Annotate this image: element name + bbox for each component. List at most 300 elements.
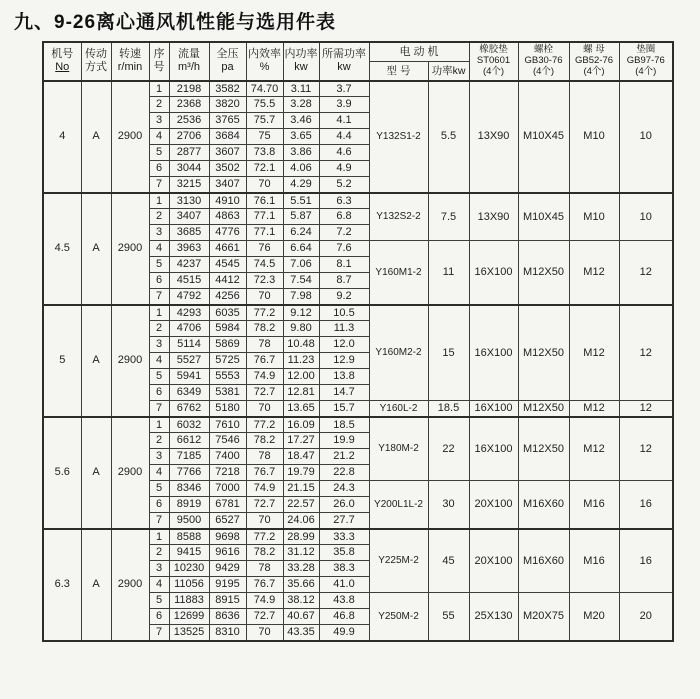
header-text: 内效率 — [248, 48, 281, 61]
bolt-cell: M12X50 — [518, 241, 569, 305]
flow-cell: 3963 — [169, 241, 209, 257]
internal-power-cell: 5.51 — [283, 193, 319, 209]
pressure-cell: 8636 — [209, 609, 246, 625]
col-header-washer — [619, 42, 673, 81]
pressure-cell: 4661 — [209, 241, 246, 257]
required-power-cell: 21.2 — [319, 449, 369, 465]
required-power-cell: 12.0 — [319, 337, 369, 353]
internal-power-cell: 4.06 — [283, 161, 319, 177]
flow-cell: 9415 — [169, 545, 209, 561]
efficiency-cell: 78.2 — [246, 433, 283, 449]
rubber-pad-cell: 16X100 — [469, 401, 518, 417]
motor-model-cell: Y200L1L-2 — [369, 481, 428, 529]
header-text: r/min — [117, 61, 143, 74]
motor-model-cell: Y180M-2 — [369, 417, 428, 481]
col-header-speed — [111, 42, 149, 81]
required-power-cell: 13.8 — [319, 369, 369, 385]
seq-cell: 3 — [149, 561, 169, 577]
internal-power-cell: 17.27 — [283, 433, 319, 449]
pressure-cell: 5381 — [209, 385, 246, 401]
rubber-pad-cell: 13X90 — [469, 193, 518, 241]
col-header-drive — [81, 42, 111, 81]
table-row — [43, 193, 673, 209]
efficiency-cell: 75.7 — [246, 113, 283, 129]
internal-power-cell: 16.09 — [283, 417, 319, 433]
header-text: 内功率 — [284, 48, 318, 61]
col-header-flow — [169, 42, 209, 81]
header-text: 传动 — [85, 48, 107, 61]
header-text: 号 — [153, 61, 165, 74]
flow-cell: 2368 — [169, 97, 209, 113]
pressure-cell: 9195 — [209, 577, 246, 593]
nut-cell: M20 — [569, 593, 619, 641]
rubber-pad-cell: 16X100 — [469, 241, 518, 305]
motor-power-cell: 18.5 — [428, 401, 469, 417]
required-power-cell: 19.9 — [319, 433, 369, 449]
flow-cell: 11056 — [169, 577, 209, 593]
required-power-cell: 15.7 — [319, 401, 369, 417]
pressure-cell: 6035 — [209, 305, 246, 321]
flow-cell: 4792 — [169, 289, 209, 305]
internal-power-cell: 43.35 — [283, 625, 319, 641]
nut-cell: M10 — [569, 81, 619, 193]
flow-cell: 2198 — [169, 81, 209, 97]
motor-power-cell: 11 — [428, 241, 469, 305]
washer-cell: 10 — [619, 193, 673, 241]
pressure-cell: 6527 — [209, 513, 246, 529]
required-power-cell: 35.8 — [319, 545, 369, 561]
flow-cell: 8919 — [169, 497, 209, 513]
pressure-cell: 5869 — [209, 337, 246, 353]
nut-cell: M12 — [569, 401, 619, 417]
pressure-cell: 3502 — [209, 161, 246, 177]
flow-cell: 11883 — [169, 593, 209, 609]
seq-cell: 6 — [149, 609, 169, 625]
seq-cell: 3 — [149, 337, 169, 353]
efficiency-cell: 76 — [246, 241, 283, 257]
rubber-pad-cell: 25X130 — [469, 593, 518, 641]
flow-cell: 4706 — [169, 321, 209, 337]
internal-power-cell: 12.81 — [283, 385, 319, 401]
header-text: 机号 — [51, 48, 74, 61]
flow-cell: 5527 — [169, 353, 209, 369]
internal-power-cell: 3.11 — [283, 81, 319, 97]
pressure-cell: 3582 — [209, 81, 246, 97]
seq-cell: 6 — [149, 385, 169, 401]
pressure-cell: 8915 — [209, 593, 246, 609]
washer-cell: 12 — [619, 305, 673, 401]
drive-mode-cell: A — [81, 81, 111, 193]
seq-cell: 5 — [149, 593, 169, 609]
internal-power-cell: 5.87 — [283, 209, 319, 225]
internal-power-cell: 3.65 — [283, 129, 319, 145]
motor-model-cell: Y132S1-2 — [369, 81, 428, 193]
internal-power-cell: 3.86 — [283, 145, 319, 161]
seq-cell: 1 — [149, 81, 169, 97]
col-header-efficiency — [246, 42, 283, 81]
seq-cell: 7 — [149, 513, 169, 529]
table-row — [43, 305, 673, 321]
internal-power-cell: 9.12 — [283, 305, 319, 321]
pressure-cell: 3607 — [209, 145, 246, 161]
nut-cell: M16 — [569, 529, 619, 593]
seq-cell: 6 — [149, 497, 169, 513]
internal-power-cell: 13.65 — [283, 401, 319, 417]
flow-cell: 6612 — [169, 433, 209, 449]
pressure-cell: 9429 — [209, 561, 246, 577]
header-text: 螺 母 — [583, 44, 605, 55]
required-power-cell: 11.3 — [319, 321, 369, 337]
flow-cell: 13525 — [169, 625, 209, 641]
efficiency-cell: 72.1 — [246, 161, 283, 177]
flow-cell: 3044 — [169, 161, 209, 177]
seq-cell: 2 — [149, 97, 169, 113]
pressure-cell: 4863 — [209, 209, 246, 225]
efficiency-cell: 74.5 — [246, 257, 283, 273]
seq-cell: 3 — [149, 225, 169, 241]
required-power-cell: 24.3 — [319, 481, 369, 497]
rubber-pad-cell: 20X100 — [469, 481, 518, 529]
flow-cell: 4237 — [169, 257, 209, 273]
seq-cell: 4 — [149, 241, 169, 257]
seq-cell: 6 — [149, 161, 169, 177]
motor-model-cell: Y132S2-2 — [369, 193, 428, 241]
table-row — [43, 529, 673, 545]
efficiency-cell: 70 — [246, 625, 283, 641]
pressure-cell: 7610 — [209, 417, 246, 433]
pressure-cell: 9698 — [209, 529, 246, 545]
pressure-cell: 7546 — [209, 433, 246, 449]
flow-cell: 7766 — [169, 465, 209, 481]
washer-cell: 12 — [619, 401, 673, 417]
required-power-cell: 12.9 — [319, 353, 369, 369]
flow-cell: 2536 — [169, 113, 209, 129]
col-header-motor-model: 型 号 — [369, 62, 428, 81]
pressure-cell: 5984 — [209, 321, 246, 337]
table-body — [43, 81, 673, 641]
flow-cell: 5114 — [169, 337, 209, 353]
flow-cell: 3685 — [169, 225, 209, 241]
header-text: (4个) — [532, 65, 555, 77]
pressure-cell: 3765 — [209, 113, 246, 129]
efficiency-cell: 77.2 — [246, 529, 283, 545]
efficiency-cell: 78 — [246, 337, 283, 353]
seq-cell: 7 — [149, 625, 169, 641]
drive-mode-cell: A — [81, 529, 111, 641]
rubber-pad-cell: 16X100 — [469, 305, 518, 401]
seq-cell: 2 — [149, 433, 169, 449]
internal-power-cell: 22.57 — [283, 497, 319, 513]
efficiency-cell: 77.2 — [246, 305, 283, 321]
bolt-cell: M20X75 — [518, 593, 569, 641]
efficiency-cell: 78.2 — [246, 545, 283, 561]
internal-power-cell: 7.06 — [283, 257, 319, 273]
pressure-cell: 7218 — [209, 465, 246, 481]
machine-no-cell: 5.6 — [43, 417, 81, 529]
header-text: 全压 — [216, 48, 239, 61]
seq-cell: 7 — [149, 401, 169, 417]
efficiency-cell: 70 — [246, 401, 283, 417]
col-header-required-power — [319, 42, 369, 81]
rubber-pad-cell: 20X100 — [469, 529, 518, 593]
flow-cell: 2877 — [169, 145, 209, 161]
efficiency-cell: 73.8 — [246, 145, 283, 161]
seq-cell: 4 — [149, 577, 169, 593]
pressure-cell: 3684 — [209, 129, 246, 145]
header-text: % — [259, 61, 270, 74]
flow-cell: 6762 — [169, 401, 209, 417]
flow-cell: 8588 — [169, 529, 209, 545]
required-power-cell: 7.2 — [319, 225, 369, 241]
flow-cell: 6349 — [169, 385, 209, 401]
pressure-cell: 5725 — [209, 353, 246, 369]
rubber-pad-cell: 13X90 — [469, 81, 518, 193]
required-power-cell: 43.8 — [319, 593, 369, 609]
bolt-cell: M16X60 — [518, 529, 569, 593]
internal-power-cell: 24.06 — [283, 513, 319, 529]
seq-cell: 5 — [149, 145, 169, 161]
motor-power-cell: 30 — [428, 481, 469, 529]
seq-cell: 5 — [149, 369, 169, 385]
pressure-cell: 4910 — [209, 193, 246, 209]
pressure-cell: 5553 — [209, 369, 246, 385]
seq-cell: 1 — [149, 305, 169, 321]
speed-cell: 2900 — [111, 417, 149, 529]
machine-no-cell: 5 — [43, 305, 81, 417]
header-text: (4个) — [482, 65, 505, 77]
nut-cell: M16 — [569, 481, 619, 529]
header-text: No — [55, 61, 70, 74]
internal-power-cell: 9.80 — [283, 321, 319, 337]
pressure-cell: 3820 — [209, 97, 246, 113]
rubber-pad-cell: 16X100 — [469, 417, 518, 481]
flow-cell: 9500 — [169, 513, 209, 529]
seq-cell: 4 — [149, 465, 169, 481]
internal-power-cell: 38.12 — [283, 593, 319, 609]
pressure-cell: 4412 — [209, 273, 246, 289]
efficiency-cell: 76.7 — [246, 353, 283, 369]
motor-model-cell: Y225M-2 — [369, 529, 428, 593]
flow-cell: 2706 — [169, 129, 209, 145]
motor-model-cell: Y250M-2 — [369, 593, 428, 641]
washer-cell: 12 — [619, 417, 673, 481]
required-power-cell: 26.0 — [319, 497, 369, 513]
seq-cell: 4 — [149, 129, 169, 145]
nut-cell: M12 — [569, 241, 619, 305]
required-power-cell: 38.3 — [319, 561, 369, 577]
pressure-cell: 4256 — [209, 289, 246, 305]
efficiency-cell: 76.1 — [246, 193, 283, 209]
required-power-cell: 33.3 — [319, 529, 369, 545]
drive-mode-cell: A — [81, 417, 111, 529]
required-power-cell: 7.6 — [319, 241, 369, 257]
col-header-rubber-pad — [469, 42, 518, 81]
required-power-cell: 4.6 — [319, 145, 369, 161]
efficiency-cell: 75 — [246, 129, 283, 145]
flow-cell: 3215 — [169, 177, 209, 193]
speed-cell: 2900 — [111, 81, 149, 193]
bolt-cell: M12X50 — [518, 417, 569, 481]
bolt-cell: M10X45 — [518, 193, 569, 241]
efficiency-cell: 78.2 — [246, 321, 283, 337]
efficiency-cell: 74.70 — [246, 81, 283, 97]
header-text: 方式 — [85, 61, 107, 74]
internal-power-cell: 33.28 — [283, 561, 319, 577]
required-power-cell: 3.9 — [319, 97, 369, 113]
required-power-cell: 27.7 — [319, 513, 369, 529]
efficiency-cell: 77.1 — [246, 209, 283, 225]
header-text: m³/h — [178, 61, 200, 74]
machine-no-cell: 4 — [43, 81, 81, 193]
efficiency-cell: 77.2 — [246, 417, 283, 433]
nut-cell: M12 — [569, 417, 619, 481]
motor-power-cell: 55 — [428, 593, 469, 641]
internal-power-cell: 3.28 — [283, 97, 319, 113]
bolt-cell: M12X50 — [518, 305, 569, 401]
col-header-nut — [569, 42, 619, 81]
required-power-cell: 4.1 — [319, 113, 369, 129]
motor-model-cell: Y160L-2 — [369, 401, 428, 417]
pressure-cell: 5180 — [209, 401, 246, 417]
required-power-cell: 49.9 — [319, 625, 369, 641]
flow-cell: 4515 — [169, 273, 209, 289]
motor-power-cell: 7.5 — [428, 193, 469, 241]
bolt-cell: M16X60 — [518, 481, 569, 529]
header-text: (4个) — [635, 65, 657, 77]
efficiency-cell: 77.1 — [246, 225, 283, 241]
header-text: kw — [294, 61, 308, 74]
internal-power-cell: 10.48 — [283, 337, 319, 353]
required-power-cell: 8.7 — [319, 273, 369, 289]
flow-cell: 3407 — [169, 209, 209, 225]
speed-cell: 2900 — [111, 305, 149, 417]
page-title: 九、9-26离心通风机性能与选用件表 — [14, 12, 337, 33]
seq-cell: 5 — [149, 257, 169, 273]
bolt-cell: M10X45 — [518, 81, 569, 193]
efficiency-cell: 72.7 — [246, 609, 283, 625]
efficiency-cell: 74.9 — [246, 369, 283, 385]
seq-cell: 2 — [149, 321, 169, 337]
col-header-seq — [149, 42, 169, 81]
internal-power-cell: 19.79 — [283, 465, 319, 481]
flow-cell: 7185 — [169, 449, 209, 465]
washer-cell: 12 — [619, 241, 673, 305]
seq-cell: 3 — [149, 113, 169, 129]
internal-power-cell: 7.54 — [283, 273, 319, 289]
pressure-cell: 9616 — [209, 545, 246, 561]
internal-power-cell: 6.24 — [283, 225, 319, 241]
header-text: 垫圈 — [636, 44, 656, 55]
pressure-cell: 8310 — [209, 625, 246, 641]
table-row — [43, 417, 673, 433]
header-text: 流量 — [178, 48, 200, 61]
flow-cell: 8346 — [169, 481, 209, 497]
flow-cell: 4293 — [169, 305, 209, 321]
motor-power-cell: 5.5 — [428, 81, 469, 193]
required-power-cell: 41.0 — [319, 577, 369, 593]
efficiency-cell: 70 — [246, 289, 283, 305]
internal-power-cell: 7.98 — [283, 289, 319, 305]
efficiency-cell: 74.9 — [246, 593, 283, 609]
seq-cell: 2 — [149, 545, 169, 561]
pressure-cell: 7400 — [209, 449, 246, 465]
flow-cell: 10230 — [169, 561, 209, 577]
motor-power-cell: 45 — [428, 529, 469, 593]
internal-power-cell: 40.67 — [283, 609, 319, 625]
seq-cell: 2 — [149, 209, 169, 225]
required-power-cell: 46.8 — [319, 609, 369, 625]
required-power-cell: 6.8 — [319, 209, 369, 225]
table-header — [43, 42, 673, 81]
pressure-cell: 3407 — [209, 177, 246, 193]
required-power-cell: 3.7 — [319, 81, 369, 97]
col-header-pressure — [209, 42, 246, 81]
speed-cell: 2900 — [111, 529, 149, 641]
drive-mode-cell: A — [81, 305, 111, 417]
internal-power-cell: 18.47 — [283, 449, 319, 465]
seq-cell: 5 — [149, 481, 169, 497]
seq-cell: 4 — [149, 353, 169, 369]
washer-cell: 10 — [619, 81, 673, 193]
header-text: 螺栓 — [533, 44, 553, 55]
seq-cell: 6 — [149, 273, 169, 289]
table-row — [43, 81, 673, 97]
efficiency-cell: 70 — [246, 177, 283, 193]
header-text: ST0601 — [476, 54, 511, 66]
drive-mode-cell: A — [81, 193, 111, 305]
machine-no-cell: 6.3 — [43, 529, 81, 641]
efficiency-cell: 75.5 — [246, 97, 283, 113]
internal-power-cell: 12.00 — [283, 369, 319, 385]
efficiency-cell: 74.9 — [246, 481, 283, 497]
seq-cell: 1 — [149, 529, 169, 545]
pressure-cell: 7000 — [209, 481, 246, 497]
efficiency-cell: 72.7 — [246, 497, 283, 513]
required-power-cell: 8.1 — [319, 257, 369, 273]
col-header-motor-power: 功率kw — [428, 62, 469, 81]
col-header-bolt — [518, 42, 569, 81]
required-power-cell: 4.4 — [319, 129, 369, 145]
internal-power-cell: 35.66 — [283, 577, 319, 593]
required-power-cell: 10.5 — [319, 305, 369, 321]
col-header-motor-group: 电 动 机 — [369, 42, 469, 62]
required-power-cell: 5.2 — [319, 177, 369, 193]
washer-cell: 16 — [619, 481, 673, 529]
efficiency-cell: 70 — [246, 513, 283, 529]
internal-power-cell: 21.15 — [283, 481, 319, 497]
seq-cell: 1 — [149, 193, 169, 209]
efficiency-cell: 78 — [246, 561, 283, 577]
header-text: GB97-76 — [626, 54, 665, 66]
bolt-cell: M12X50 — [518, 401, 569, 417]
motor-model-cell: Y160M1-2 — [369, 241, 428, 305]
flow-cell: 12699 — [169, 609, 209, 625]
required-power-cell: 14.7 — [319, 385, 369, 401]
required-power-cell: 18.5 — [319, 417, 369, 433]
header-text: 转速 — [119, 48, 141, 61]
header-text: kw — [337, 61, 351, 74]
required-power-cell: 9.2 — [319, 289, 369, 305]
washer-cell: 20 — [619, 593, 673, 641]
fan-performance-table — [42, 41, 674, 642]
seq-cell: 7 — [149, 177, 169, 193]
efficiency-cell: 76.7 — [246, 577, 283, 593]
internal-power-cell: 28.99 — [283, 529, 319, 545]
internal-power-cell: 6.64 — [283, 241, 319, 257]
flow-cell: 5941 — [169, 369, 209, 385]
flow-cell: 6032 — [169, 417, 209, 433]
motor-power-cell: 15 — [428, 305, 469, 401]
